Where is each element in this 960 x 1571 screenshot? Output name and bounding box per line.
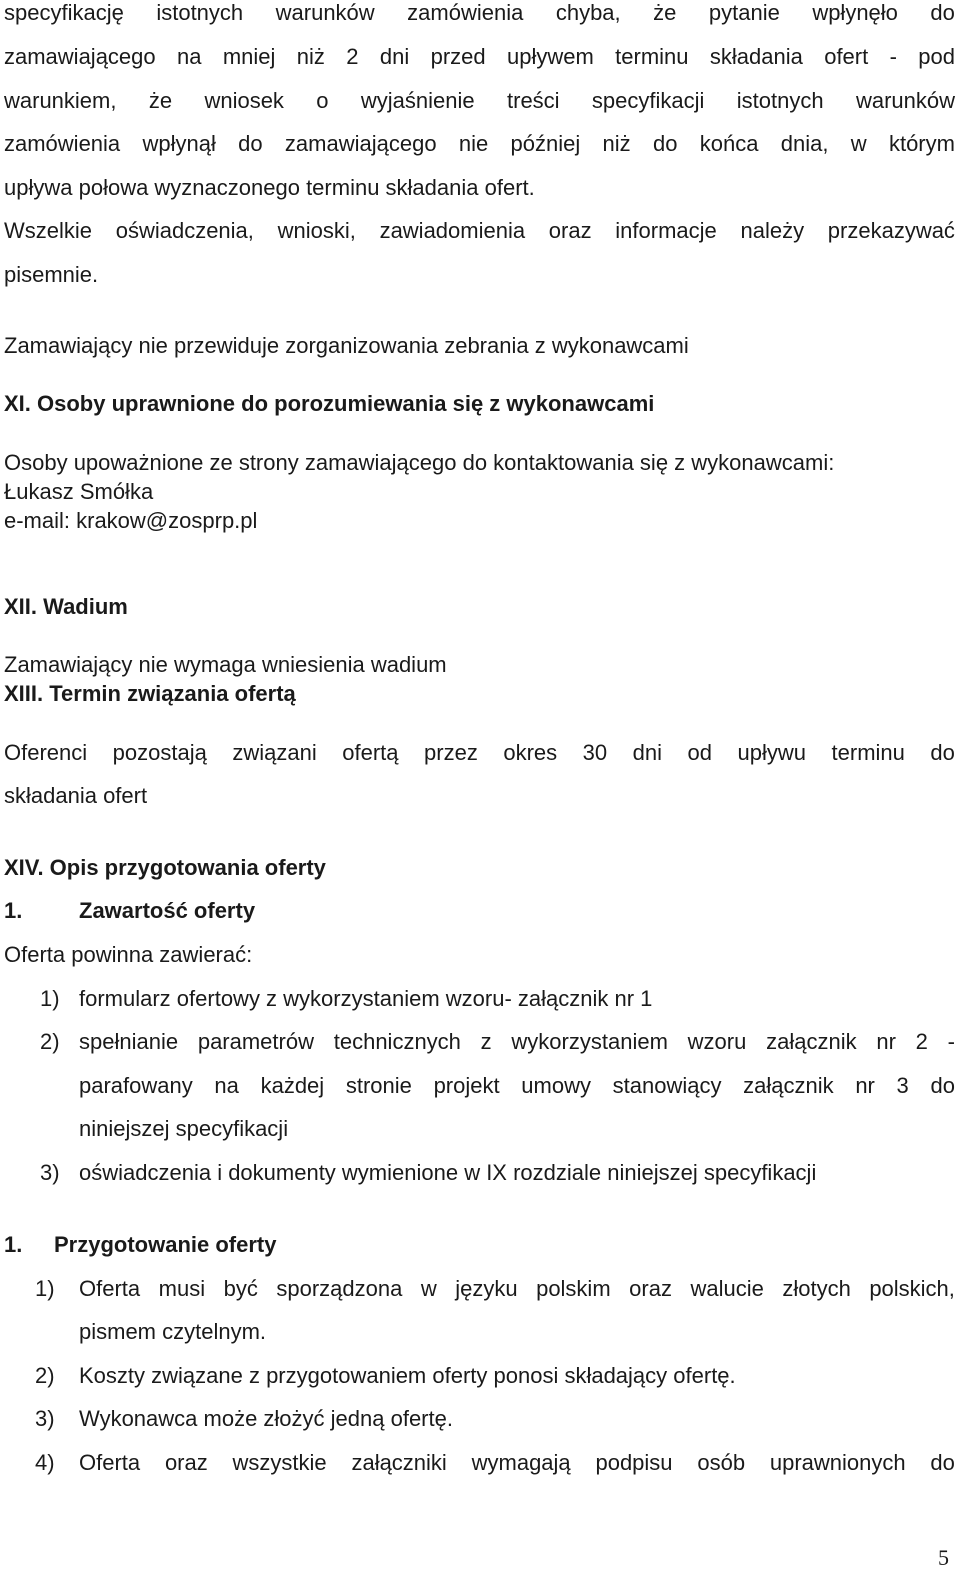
word: złotych bbox=[782, 1276, 851, 1301]
word: terminu bbox=[831, 740, 905, 765]
word: stanowiący bbox=[612, 1073, 722, 1098]
list-item: Wykonawca może złożyć jedną ofertę. bbox=[79, 1406, 453, 1431]
word: polskich, bbox=[869, 1276, 955, 1301]
word: dni bbox=[379, 44, 410, 69]
word: dnia, bbox=[780, 131, 829, 156]
word: uprawnionych bbox=[769, 1450, 906, 1475]
word: na bbox=[177, 44, 202, 69]
word: specyfikację bbox=[4, 0, 124, 25]
word: warunków bbox=[275, 0, 375, 25]
word: przed bbox=[430, 44, 486, 69]
word: wnioski, bbox=[277, 218, 356, 243]
word: oraz bbox=[629, 1276, 672, 1301]
word: technicznych bbox=[333, 1029, 461, 1054]
word: 2 bbox=[915, 1029, 928, 1054]
word: oraz bbox=[164, 1450, 208, 1475]
paragraph-line bbox=[4, 740, 955, 766]
word: projekt bbox=[433, 1073, 500, 1098]
word: istotnych bbox=[156, 0, 244, 25]
list-item-number: 1) bbox=[40, 986, 60, 1011]
subsection-title: Przygotowanie oferty bbox=[54, 1232, 277, 1257]
section-heading-xiii: XIII. Termin związania ofertą bbox=[4, 681, 296, 706]
list-item: oświadczenia i dokumenty wymienione w IX rozdziale niniejszej specyfikacji bbox=[79, 1160, 817, 1185]
word: że bbox=[148, 88, 173, 113]
word: zamówienia bbox=[407, 0, 524, 25]
word: wzoru bbox=[687, 1029, 747, 1054]
word: później bbox=[510, 131, 581, 156]
word: w bbox=[420, 1276, 437, 1301]
word: treści bbox=[507, 88, 560, 113]
word: specyfikacji bbox=[591, 88, 705, 113]
word: informacje bbox=[615, 218, 717, 243]
word: z bbox=[480, 1029, 492, 1054]
subsection-number: 1. bbox=[4, 898, 23, 923]
word: wpłynął bbox=[142, 131, 216, 156]
word: od bbox=[687, 740, 713, 765]
word: sporządzona bbox=[276, 1276, 403, 1301]
word: do bbox=[930, 0, 955, 25]
paragraph-line bbox=[4, 44, 955, 70]
word: ofertą bbox=[342, 740, 399, 765]
word: pozostają bbox=[112, 740, 207, 765]
word: każdej bbox=[260, 1073, 325, 1098]
list-item-number: 3) bbox=[40, 1160, 60, 1185]
word: warunkiem, bbox=[4, 88, 117, 113]
list-item-continued bbox=[79, 1073, 955, 1099]
word: parametrów bbox=[197, 1029, 314, 1054]
word: ofert bbox=[824, 44, 869, 69]
word: istotnych bbox=[736, 88, 824, 113]
word: zamawiającego bbox=[284, 131, 437, 156]
word: do bbox=[652, 131, 678, 156]
paragraph-line bbox=[4, 88, 955, 114]
word: należy bbox=[740, 218, 805, 243]
word: chyba, bbox=[555, 0, 621, 25]
word: dni bbox=[632, 740, 663, 765]
word: końca bbox=[699, 131, 759, 156]
word: - bbox=[889, 44, 897, 69]
list-item-continued: niniejszej specyfikacji bbox=[79, 1116, 289, 1141]
list-item-number: 3) bbox=[35, 1406, 55, 1431]
list-item-number: 2) bbox=[40, 1029, 60, 1054]
list-item-continued: pismem czytelnym. bbox=[79, 1319, 267, 1344]
word: - bbox=[947, 1029, 955, 1054]
word: że bbox=[653, 0, 677, 25]
word: zawiadomienia bbox=[379, 218, 526, 243]
word: załącznik bbox=[766, 1029, 857, 1054]
list-intro: Oferta powinna zawierać: bbox=[4, 942, 253, 967]
word: wpłynęło bbox=[812, 0, 898, 25]
word: być bbox=[223, 1276, 258, 1301]
word: do bbox=[238, 131, 263, 156]
list-item-number: 2) bbox=[35, 1363, 55, 1388]
word: umowy bbox=[521, 1073, 591, 1098]
word: w bbox=[850, 131, 867, 156]
word: do bbox=[930, 1450, 955, 1475]
word: przekazywać bbox=[827, 218, 955, 243]
list-item bbox=[79, 1276, 955, 1302]
word: wszystkie bbox=[232, 1450, 327, 1475]
word: niż bbox=[602, 131, 631, 156]
word: mniej bbox=[222, 44, 276, 69]
word: nr bbox=[855, 1073, 875, 1098]
word: oraz bbox=[548, 218, 592, 243]
word: upływem bbox=[507, 44, 594, 69]
page-number: 5 bbox=[938, 1545, 949, 1570]
section-heading-xiv: XIV. Opis przygotowania oferty bbox=[4, 855, 326, 880]
paragraph-line: pisemnie. bbox=[4, 262, 99, 287]
word: spełnianie bbox=[79, 1029, 179, 1054]
word: załącznik bbox=[743, 1073, 834, 1098]
wadium-text: Zamawiający nie wymaga wniesienia wadium bbox=[4, 652, 447, 677]
word: 30 bbox=[582, 740, 608, 765]
word: nie bbox=[458, 131, 489, 156]
word: 2 bbox=[346, 44, 359, 69]
word: warunków bbox=[855, 88, 955, 113]
word: musi bbox=[158, 1276, 206, 1301]
word: wyjaśnienie bbox=[360, 88, 475, 113]
word: parafowany bbox=[79, 1073, 193, 1098]
word: nr bbox=[876, 1029, 896, 1054]
word: osób bbox=[697, 1450, 746, 1475]
word: okres bbox=[503, 740, 558, 765]
word: stronie bbox=[345, 1073, 412, 1098]
word: 3 bbox=[896, 1073, 909, 1098]
list-item bbox=[79, 1450, 955, 1476]
list-item: formularz ofertowy z wykorzystaniem wzoru- załącznik nr 1 bbox=[79, 986, 653, 1011]
list-item-number: 1) bbox=[35, 1276, 55, 1301]
word: którym bbox=[888, 131, 955, 156]
paragraph-line bbox=[4, 0, 955, 26]
word: na bbox=[214, 1073, 239, 1098]
word: wniosek bbox=[204, 88, 284, 113]
word: wykorzystaniem bbox=[511, 1029, 668, 1054]
contact-email: e-mail: krakow@zosprp.pl bbox=[4, 508, 258, 533]
paragraph-line bbox=[4, 218, 955, 244]
subsection-title: Zawartość oferty bbox=[79, 898, 256, 923]
paragraph-line: upływa połowa wyznaczonego terminu składania ofert. bbox=[4, 175, 535, 200]
word: przez bbox=[424, 740, 478, 765]
word: załączniki bbox=[351, 1450, 447, 1475]
word: do bbox=[930, 1073, 955, 1098]
word: składania bbox=[709, 44, 803, 69]
paragraph-line bbox=[4, 131, 955, 157]
word: polskim bbox=[536, 1276, 611, 1301]
word: oświadczenia, bbox=[115, 218, 254, 243]
word: zamawiającego bbox=[4, 44, 156, 69]
word: walucie bbox=[690, 1276, 764, 1301]
word: Oferta bbox=[79, 1450, 141, 1475]
word: o bbox=[316, 88, 329, 113]
word: niż bbox=[296, 44, 325, 69]
section-heading-xii: XII. Wadium bbox=[4, 594, 128, 619]
list-item-number: 4) bbox=[35, 1450, 55, 1475]
paragraph-line: składania ofert bbox=[4, 783, 148, 808]
word: terminu bbox=[615, 44, 689, 69]
word: Wszelkie bbox=[4, 218, 93, 243]
subsection-number: 1. bbox=[4, 1232, 23, 1257]
word: zamówienia bbox=[4, 131, 121, 156]
meeting-note: Zamawiający nie przewiduje zorganizowania zebrania z wykonawcami bbox=[4, 333, 689, 358]
word: związani bbox=[232, 740, 317, 765]
word: języku bbox=[455, 1276, 518, 1301]
list-item: Koszty związane z przygotowaniem oferty ponosi składający ofertę. bbox=[79, 1363, 736, 1388]
word: pod bbox=[918, 44, 955, 69]
contact-intro: Osoby upoważnione ze strony zamawiającego do kontaktowania się z wykonawcami: bbox=[4, 450, 835, 475]
word: podpisu bbox=[595, 1450, 673, 1475]
word: upływu bbox=[737, 740, 807, 765]
list-item bbox=[79, 1029, 955, 1055]
section-heading-xi: XI. Osoby uprawnione do porozumiewania się z wykonawcami bbox=[4, 391, 655, 416]
word: pytanie bbox=[708, 0, 780, 25]
word: Oferenci bbox=[4, 740, 88, 765]
contact-name: Łukasz Smółka bbox=[4, 479, 154, 504]
word: Oferta bbox=[79, 1276, 141, 1301]
word: do bbox=[930, 740, 955, 765]
word: wymagają bbox=[471, 1450, 571, 1475]
